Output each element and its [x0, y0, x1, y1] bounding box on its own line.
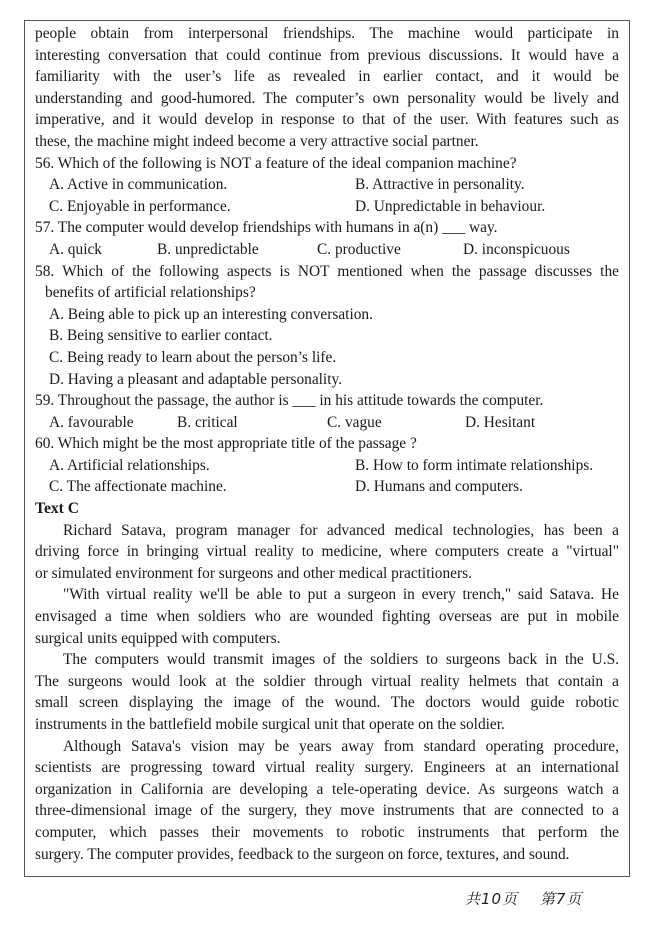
passage-line: small screen displaying the image of the wound. The doctors would guide robotic	[35, 694, 619, 712]
passage-line: instruments in the battlefield mobile surgical unit that operate on the soldier.	[35, 716, 505, 733]
option-a: A. Artificial relationships.	[49, 456, 210, 474]
passage-line: interesting conversation that could continue from previous discussions. It would have a	[35, 46, 619, 64]
question-57	[35, 217, 619, 260]
passage-line: The surgeons would look at the soldier through virtual reality helmets that contain a	[35, 672, 619, 690]
option-c: C. The affectionate machine.	[49, 478, 227, 496]
question-stem: 59. Throughout the passage, the author is ___ in his attitude towards the computer.	[35, 392, 544, 410]
passage-line: or simulated environment for surgeons and other medical practitioners.	[35, 564, 472, 582]
passage-line: envisaged a time when soldiers who are wounded fighting overseas are put in mobile	[35, 608, 619, 626]
option-a: A. quick	[49, 240, 103, 258]
passage-line: familiarity with the user’s life as revealed in earlier contact, and it would be	[35, 68, 619, 86]
passage-line: "With virtual reality we'll be able to put a surgeon in every trench," said Satava. He	[63, 586, 619, 604]
passage-line: scientists are progressing toward virtual reality surgery. Engineers at an international	[35, 759, 619, 777]
section-title: Text C	[35, 500, 80, 518]
passage-line: surgery. The computer provides, feedback to the surgeon on force, textures, and sound.	[35, 845, 570, 863]
option-c: C. vague	[327, 413, 382, 431]
passage-line: surgical units equipped with computers.	[35, 629, 281, 647]
option-b: B. unpredictable	[157, 240, 259, 258]
option-d: D. Hesitant	[465, 413, 536, 431]
paragraph-3	[35, 649, 619, 735]
option-a: A. Active in communication.	[49, 176, 228, 194]
question-stem: 58. Which of the following aspects is NOT mentioned when the passage discusses the	[35, 262, 619, 280]
option-d: D. Unpredictable in behaviour.	[355, 197, 546, 215]
options-row	[35, 239, 619, 261]
passage-line: organization in California are developing a tele-operating device. As surgeons watch a	[35, 780, 619, 798]
passage-line: computer, which passes their movements to robotic instruments that perform the	[35, 823, 619, 841]
passage-line: three-dimensional image of the surgery, they move instruments that are connected to a	[35, 802, 619, 820]
passage-line: people obtain from interpersonal friendships. The machine would participate in	[35, 25, 619, 42]
passage-line: Although Satava's vision may be years away from standard operating procedure,	[63, 737, 619, 755]
passage-b-tail	[35, 23, 619, 153]
handwritten-page-number	[465, 888, 582, 909]
paragraph-1	[35, 520, 619, 585]
option-a: A. favourable	[49, 413, 134, 431]
passage-line: Richard Satava, program manager for advanced medical technologies, has been a	[63, 521, 619, 539]
option-c: C. productive	[317, 240, 401, 258]
total-pages-label: 共10页	[465, 890, 519, 908]
option-c: C. Being ready to learn about the person’s life.	[49, 348, 337, 366]
exam-page-frame	[24, 20, 630, 877]
question-stem: 57. The computer would develop friendships with humans in a(n) ___ way.	[35, 219, 498, 237]
current-page-label: 第7页	[539, 890, 583, 908]
paragraph-2	[35, 584, 619, 649]
passage-line: these, the machine might indeed become a very attractive social partner.	[35, 132, 479, 150]
option-c: C. Enjoyable in performance.	[49, 197, 231, 215]
option-b: B. How to form intimate relationships.	[355, 456, 594, 474]
question-58	[35, 261, 619, 391]
passage-line: The computers would transmit images of the soldiers to surgeons back in the U.S.	[63, 651, 619, 669]
option-d: D. Humans and computers.	[355, 478, 523, 496]
passage-line: imperative, and it would develop in response to that of the user. With features such as	[35, 111, 619, 129]
options-row	[35, 455, 619, 477]
option-d: D. Having a pleasant and adaptable personality.	[49, 370, 343, 388]
options-row	[35, 476, 619, 498]
option-d: D. inconspicuous	[463, 240, 570, 258]
passage-line: driving force in bringing virtual reality to medicine, where computers create a "virtual"	[35, 543, 619, 561]
paragraph-4	[35, 736, 619, 866]
options-row	[35, 412, 619, 434]
option-b: B. critical	[177, 413, 238, 431]
question-56	[35, 153, 619, 218]
question-60	[35, 433, 619, 498]
option-b: B. Being sensitive to earlier contact.	[49, 327, 273, 345]
options-row	[35, 174, 619, 196]
option-a: A. Being able to pick up an interesting conversation.	[49, 305, 373, 323]
question-59	[35, 390, 619, 433]
option-b: B. Attractive in personality.	[355, 176, 525, 194]
question-stem-continued: benefits of artificial relationships?	[45, 284, 256, 302]
question-stem: 56. Which of the following is NOT a feature of the ideal companion machine?	[35, 154, 517, 172]
options-row	[35, 196, 619, 218]
question-stem: 60. Which might be the most appropriate title of the passage ?	[35, 435, 417, 453]
text-c-section	[35, 498, 619, 865]
passage-line: understanding and good-humored. The computer’s own personality would be lively and	[35, 89, 619, 107]
